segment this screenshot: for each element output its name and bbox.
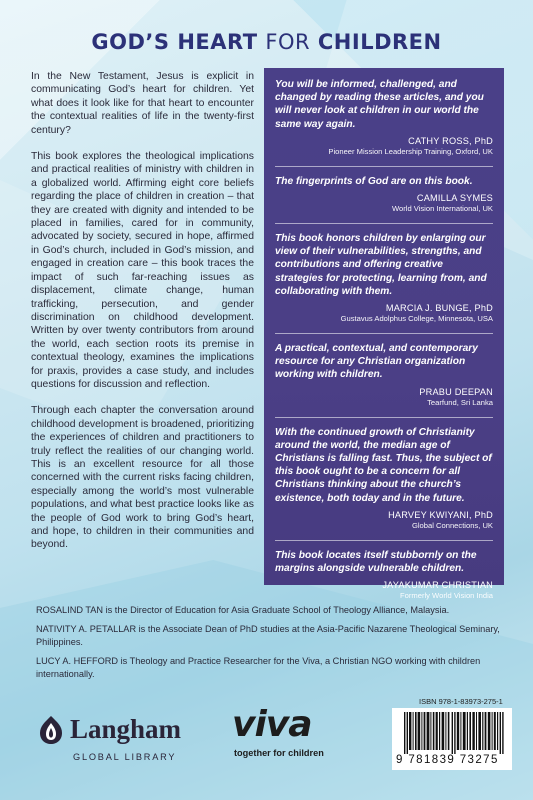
description-paragraph: In the New Testament, Jesus is explicit in communicating God’s heart for children. Yet what does it look like for that heart to encounter the contextual realities of life in the twenty-first century?: [31, 71, 254, 136]
endorsement-attribution: [275, 135, 493, 157]
endorsement-quote: The fingerprints of God are on this book.: [275, 175, 473, 187]
endorser-name: CAMILLA SYMES: [416, 193, 493, 204]
endorser-affiliation: Tearfund, Sri Lanka: [427, 397, 493, 407]
author-bio: NATIVITY A. PETALLAR is the Associate Dean of PhD studies at the Asia-Pacific Nazarene Theological Seminary, Philippines.: [36, 624, 500, 647]
endorsement-quote: You will be informed, challenged, and changed by reading these articles, and you will never look at children in our world the same way again.: [275, 79, 484, 130]
divider: [275, 223, 493, 224]
endorsement-quote: A practical, contextual, and contemporary resource for any Christian organization working with children.: [275, 343, 478, 381]
endorsement-quote: This book honors children by enlarging our view of their vulnerabilities, strengths, and contributions and offering creative strategies for protecting, learning from, and collaborating with them.: [275, 233, 487, 297]
endorser-affiliation: Formerly World Vision India: [400, 591, 493, 601]
langham-logo: [36, 710, 216, 770]
divider: [275, 540, 493, 541]
endorser-name: HARVEY KWIYANI, PhD: [388, 509, 493, 520]
endorsements-panel: [264, 68, 504, 601]
barcode-number: 9 781839 73275: [396, 754, 499, 766]
endorsement-attribution: [275, 302, 493, 324]
endorsement-attribution: [275, 192, 493, 214]
endorser-affiliation: Pioneer Mission Leadership Training, Oxford, UK: [328, 146, 493, 156]
description-paragraph: This book explores the theological implications and practical realities of ministry with children in a globalized world. Affirming eight core beliefs regarding the place of children in creation – that they are created with dignity and intended to be placed in families, cared for in community, advocated by society, secured in hope, affirmed in God’s church, included in God’s mission, and engaged in creation care – this book traces the impact of such far-reaching issues as displacement, climate change, human trafficking, persecution, and gender discrimination on childhood development. Written by over twenty contributors from around the world, each section roots its premise in contextual theology, examines the implications for praxis, provides a case study, and includes questions for discussion and reflection.: [31, 151, 254, 390]
description-paragraph: Through each chapter the conversation around childhood development is broadened, prioritizing the experiences of children and practitioners to truly reflect the realities of our changing world. This is an excellent resource for all those concerned with the current risks facing children, especially among the world’s most vulnerable populations, and what best practice looks like as the people of God work to bring God’s heart, and hope, to children in their communities and beyond.: [31, 405, 254, 551]
title-part: GOD’S HEART: [91, 30, 258, 54]
endorsement-attribution: [275, 386, 493, 408]
divider: [275, 166, 493, 167]
viva-logo: [232, 704, 372, 762]
endorser-affiliation: Gustavus Adolphus College, Minnesota, USA: [340, 314, 493, 324]
endorser-name: PRABU DEEPAN: [419, 386, 493, 397]
endorsement-attribution: [275, 579, 493, 601]
endorser-name: CATHY ROSS, PhD: [408, 135, 493, 146]
endorser-affiliation: Global Connections, UK: [411, 520, 493, 530]
divider: [275, 333, 493, 334]
viva-wordmark: viva: [232, 704, 312, 745]
barcode: [392, 708, 512, 770]
divider: [275, 417, 493, 418]
endorser-name: JAYAKUMAR CHRISTIAN: [382, 580, 493, 591]
title-part: CHILDREN: [317, 30, 442, 54]
viva-tagline: together for children: [234, 748, 324, 758]
endorser-name: MARCIA J. BUNGE, PhD: [385, 303, 493, 314]
endorsement-quote: With the continued growth of Christianity around the world, the median age of Christians is falling fast. Thus, the subject of this book ought to be a concern for all Christians thinking about the church’s existence, both today and in the future.: [275, 426, 492, 504]
endorsement-attribution: [275, 509, 493, 531]
book-description: [31, 70, 254, 565]
langham-wordmark: Langham: [70, 714, 182, 744]
langham-subtitle: GLOBAL LIBRARY: [73, 752, 177, 762]
author-bio: LUCY A. HEFFORD is Theology and Practice Researcher for the Viva, a Christian NGO working with children internationally.: [36, 656, 481, 679]
langham-emblem-icon: [36, 714, 66, 746]
author-bios: [36, 604, 506, 687]
endorsement-quote: This book locates itself stubbornly on the margins alongside vulnerable children.: [275, 549, 477, 575]
barcode-bars-icon: [404, 712, 504, 754]
isbn-label: ISBN 978-1-83973-275-1: [419, 697, 503, 706]
book-title: [0, 30, 533, 54]
title-part: FOR: [265, 30, 311, 54]
endorser-affiliation: World Vision International, UK: [391, 204, 493, 214]
author-bio: ROSALIND TAN is the Director of Education for Asia Graduate School of Theology Alliance, Malaysia.: [36, 605, 450, 615]
